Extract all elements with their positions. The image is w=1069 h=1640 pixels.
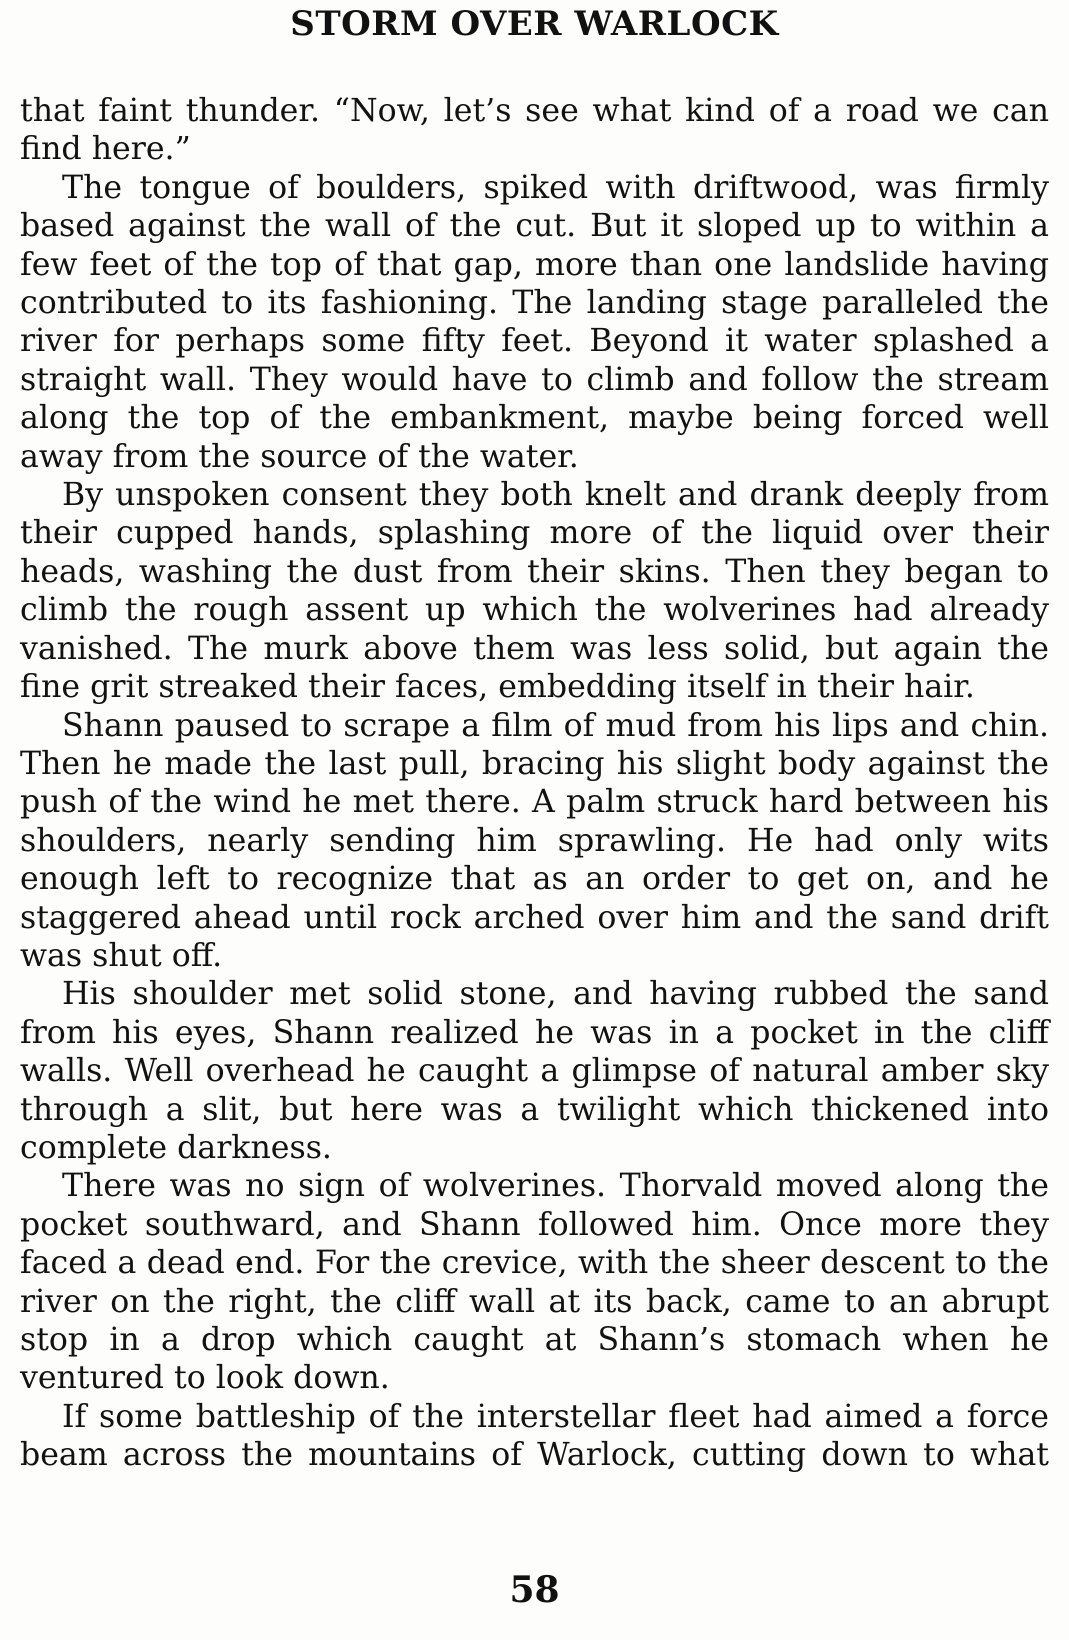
page-number: 58 <box>509 1569 560 1611</box>
paragraph-4: Shann paused to scrape a film of mud from his lips and chin. Then he made the last pull, bracing his slight body against the push of the wind he met there. A palm struck hard between his shoulders, nearly sending him sprawling. He had only wits enough left to recognize that as an order to get on, and he staggered ahead until rock arched over him and the sand drift was shut off. <box>20 707 1049 974</box>
paragraph-5: His shoulder met solid stone, and having rubbed the sand from his eyes, Shann realized he was in a pocket in the cliff walls. Well overhead he caught a glimpse of natural amber sky through a slit, but here was a twilight which thickened into complete darkness. <box>20 976 1049 1166</box>
paragraph-3: By unspoken consent they both knelt and drank deeply from their cupped hands, splashing more of the liquid over their heads, washing the dust from their skins. Then they began to climb the rough assent up which the wolverines had already vanished. The murk above them was less solid, but again the fine grit streaked their faces, embedding itself in their hair. <box>20 477 1049 706</box>
paragraph-1: that faint thunder. “Now, let’s see what kind of a road we can find here.” <box>20 93 1049 168</box>
paragraph-7: If some battleship of the interstellar fleet had aimed a force beam across the mountains of Warlock, cutting down to what <box>20 1398 1049 1474</box>
running-head: STORM OVER WARLOCK <box>290 4 779 44</box>
body-text <box>20 92 1049 1475</box>
paragraph-2: The tongue of boulders, spiked with driftwood, was firmly based against the wall of the cut. But it sloped up to within a few feet of the top of that gap, more than one landslide having contributed to its fashioning. The landing stage paralleled the river for perhaps some fifty feet. Beyond it water splashed a straight wall. They would have to climb and follow the stream along the top of the embankment, maybe being forced well away from the source of the water. <box>20 169 1049 475</box>
paragraph-6: There was no sign of wolverines. Thorvald moved along the pocket southward, and Shann followed him. Once more they faced a dead end. For the crevice, with the sheer descent to the river on the right, the cliff wall at its back, came to an abrupt stop in a drop which caught at Shann’s stomach when he ventured to look down. <box>20 1168 1049 1397</box>
